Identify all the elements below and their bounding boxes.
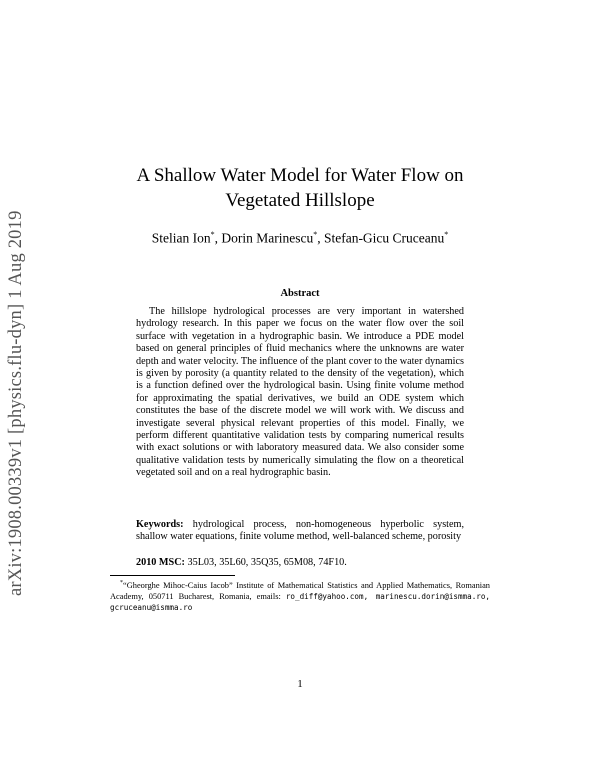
abstract-heading: Abstract [280, 288, 320, 299]
title-line-2: Vegetated Hillslope [225, 190, 375, 211]
author-name: Stefan-Gicu Cruceanu [323, 230, 445, 246]
footnote-text: “Gheorghe Mihoc-Caius Iacob” Institute of Mathematical Statistics and Applied Mathematics, Romanian Academy, 050711 Bucharest, Romania, emails: [110, 580, 490, 601]
abstract-body: The hillslope hydrological processes are very important in watershed hydrology research. In this paper we focus on the water flow over the soil surface with vegetation in a hydrographic basin. We introduce a PDE model based on general principles of fluid mechanics where the unknowns are water depth and water velocity. The influence of the plant cover to the water dynamics is given by porosity (a quantity related to the density of the vegetation), which is a function defined over the hydrological basin. Using finite volume method for approximating the spatial derivatives, we build an ODE system which constitutes the base of the discrete model we will work with. We discuss and investigate several physical relevant properties of this model. Finally, we perform different quantitative validation tests by comparing numerical results with exact solutions or with laboratory measured data. We also consider some qualitative validation tests by numerically simulating the flow on a theoretical vegetated soil and on a real hydrographic basin. [136, 306, 464, 479]
author-name: Stelian Ion [151, 230, 211, 246]
keywords [136, 519, 464, 544]
footnote-mark: * [120, 580, 123, 586]
affiliation-footnote [110, 578, 490, 613]
title-line-1: A Shallow Water Model for Water Flow on [136, 165, 464, 186]
footnote-rule [110, 575, 235, 576]
paper-title [100, 163, 500, 213]
page-number: 1 [297, 678, 303, 690]
arxiv-identifier: arXiv:1908.00339v1 [physics.flu-dyn] 1 Aug 2019 [6, 210, 26, 596]
author-mark: * [313, 230, 318, 239]
author-name: Dorin Marinescu [221, 230, 314, 246]
msc-label: 2010 MSC: [136, 557, 185, 568]
author-list: Stelian Ion*, Dorin Marinescu*, Stefan-Gicu Cruceanu* [151, 230, 449, 246]
keywords-label: Keywords: [136, 519, 184, 530]
msc-codes [136, 557, 464, 569]
keywords-text: hydrological process, non-homogeneous hyperbolic system, shallow water equations, finite volume method, well-balanced scheme, porosity [136, 519, 465, 543]
author-mark: * [210, 230, 215, 239]
footnote-emails: ro_diff@yahoo.com, marinescu.dorin@ismma.ro, gcruceanu@ismma.ro [110, 591, 490, 612]
author-mark: * [444, 230, 449, 239]
msc-text: 35L03, 35L60, 35Q35, 65M08, 74F10. [187, 557, 347, 568]
